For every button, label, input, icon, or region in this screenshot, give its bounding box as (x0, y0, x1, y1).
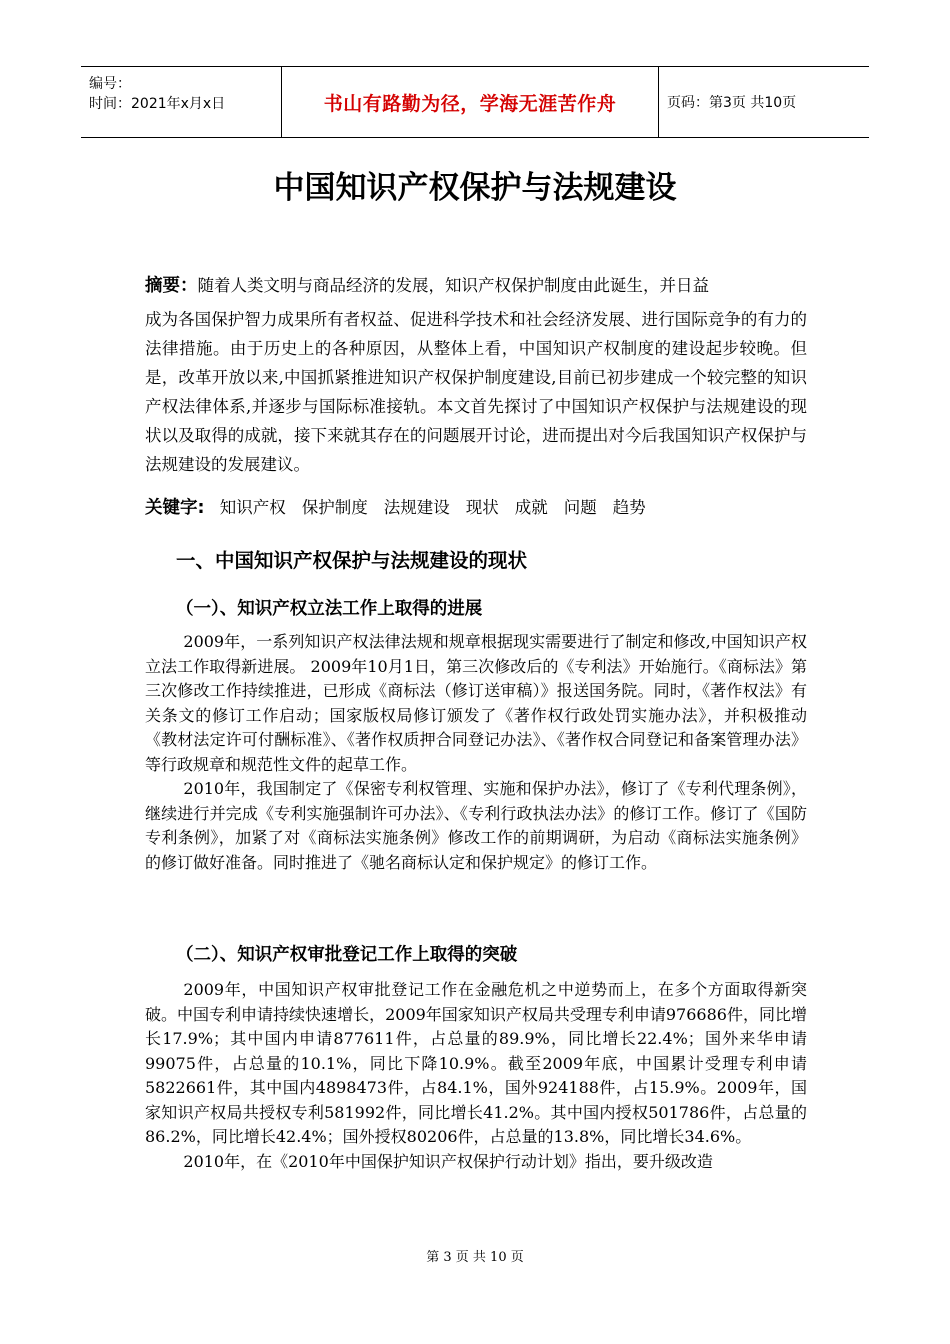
paragraph: 2009年，一系列知识产权法律法规和规章根据现实需要进行了制定和修改,中国知识产权立法工作取得新进展。 2009年10月1日，第三次修改后的《专利法》开始施行。《商标法》第三次修改工作持续推进，已形成《商标法（修订送审稿）》报送国务院。同时，《著作权法》有关条文的修订工作启动；国家版权局修订颁发了《著作权行政处罚实施办法》，并积极推动《教材法定许可付酬标准》、《著作权质押合同登记办法》、《著作权合同登记和备案管理办法》等行政规章和规范性文件的起草工作。 (145, 632, 807, 774)
number-label: 编号： (89, 76, 131, 92)
keyword: 趋势 (612, 498, 646, 517)
keywords (145, 494, 662, 519)
header-motto-cell (282, 67, 659, 137)
keyword: 保护制度 (301, 498, 368, 517)
keyword: 知识产权 (219, 498, 286, 517)
keyword: 成就 (514, 498, 548, 517)
header-meta (81, 67, 282, 137)
motto: 书山有路勤为径，学海无涯苦作舟 (323, 92, 617, 115)
abstract-first-line: 随着人类文明与商品经济的发展，知识产权保护制度由此诞生，并日益 (197, 276, 709, 295)
time-label: 时间：2021年x月x日 (89, 96, 226, 112)
keyword: 问题 (563, 498, 597, 517)
document-title: 中国知识产权保护与法规建设 (273, 170, 677, 206)
subsection-heading: （二）、知识产权审批登记工作上取得的突破 (176, 945, 518, 965)
paragraph: 2010年，我国制定了《保密专利权管理、实施和保护办法》，修订了《专利代理条例》，继续进行并完成《专利实施强制许可办法》、《专利行政执法办法》的修订工作。修订了《国防专利条例》，加紧了对《商标法实施条例》修改工作的前期调研，为启动《商标法实施条例》的修订做好准备。同时推进了《驰名商标认定和保护规定》的修订工作。 (145, 779, 807, 872)
subsection-body (145, 978, 807, 1174)
header-page-info (659, 67, 869, 137)
page-footer: 第 3 页 共 10 页 (426, 1250, 524, 1265)
subsection-heading: （一）、知识产权立法工作上取得的进展 (176, 599, 483, 619)
paragraph: 2009年，中国知识产权审批登记工作在金融危机之中逆势而上，在多个方面取得新突破。中国专利申请持续快速增长，2009年国家知识产权局共受理专利申请976686件，同比增长17.9%；其中国内申请877611件，占总量的89.9%，同比增长22.4%；国外来华申请99075件，占总量的10.1%，同比下降10.9%。截至2009年底，中国累计受理专利申请5822661件，其中国内4898473件，占84.1%，国外924188件，占15.9%。2009年，国家知识产权局共授权专利581992件，同比增长41.2%。其中国内授权501786件，占总量的86.2%，同比增长42.4%；国外授权80206件，占总量的13.8%，同比增长34.6%。 (145, 980, 807, 1146)
abstract-body: 成为各国保护智力成果所有者权益、促进科学技术和社会经济发展、进行国际竞争的有力的法律措施。由于历史上的各种原因，从整体上看，中国知识产权制度的建设起步较晚。但是，改革开放以来,中国抓紧推进知识产权保护制度建设,目前已初步建成一个较完整的知识产权法律体系,并逐步与国际标准接轨。本文首先探讨了中国知识产权保护与法规建设的现状以及取得的成就，接下来就其存在的问题展开讨论，进而提出对今后我国知识产权保护与法规建设的发展建议。 (145, 310, 807, 474)
subsection-body (145, 630, 807, 875)
keywords-label: 关键字: (145, 498, 205, 518)
abstract-label: 摘要： (145, 276, 198, 296)
paragraph: 2010年，在《2010年中国保护知识产权保护行动计划》指出，要升级改造 (183, 1151, 713, 1171)
keyword: 现状 (465, 498, 499, 517)
keyword: 法规建设 (383, 498, 450, 517)
page-header (81, 66, 869, 138)
page-info: 页码：第3页 共10页 (667, 95, 797, 111)
abstract (145, 271, 807, 479)
section-heading: 一、中国知识产权保护与法规建设的现状 (176, 549, 528, 572)
